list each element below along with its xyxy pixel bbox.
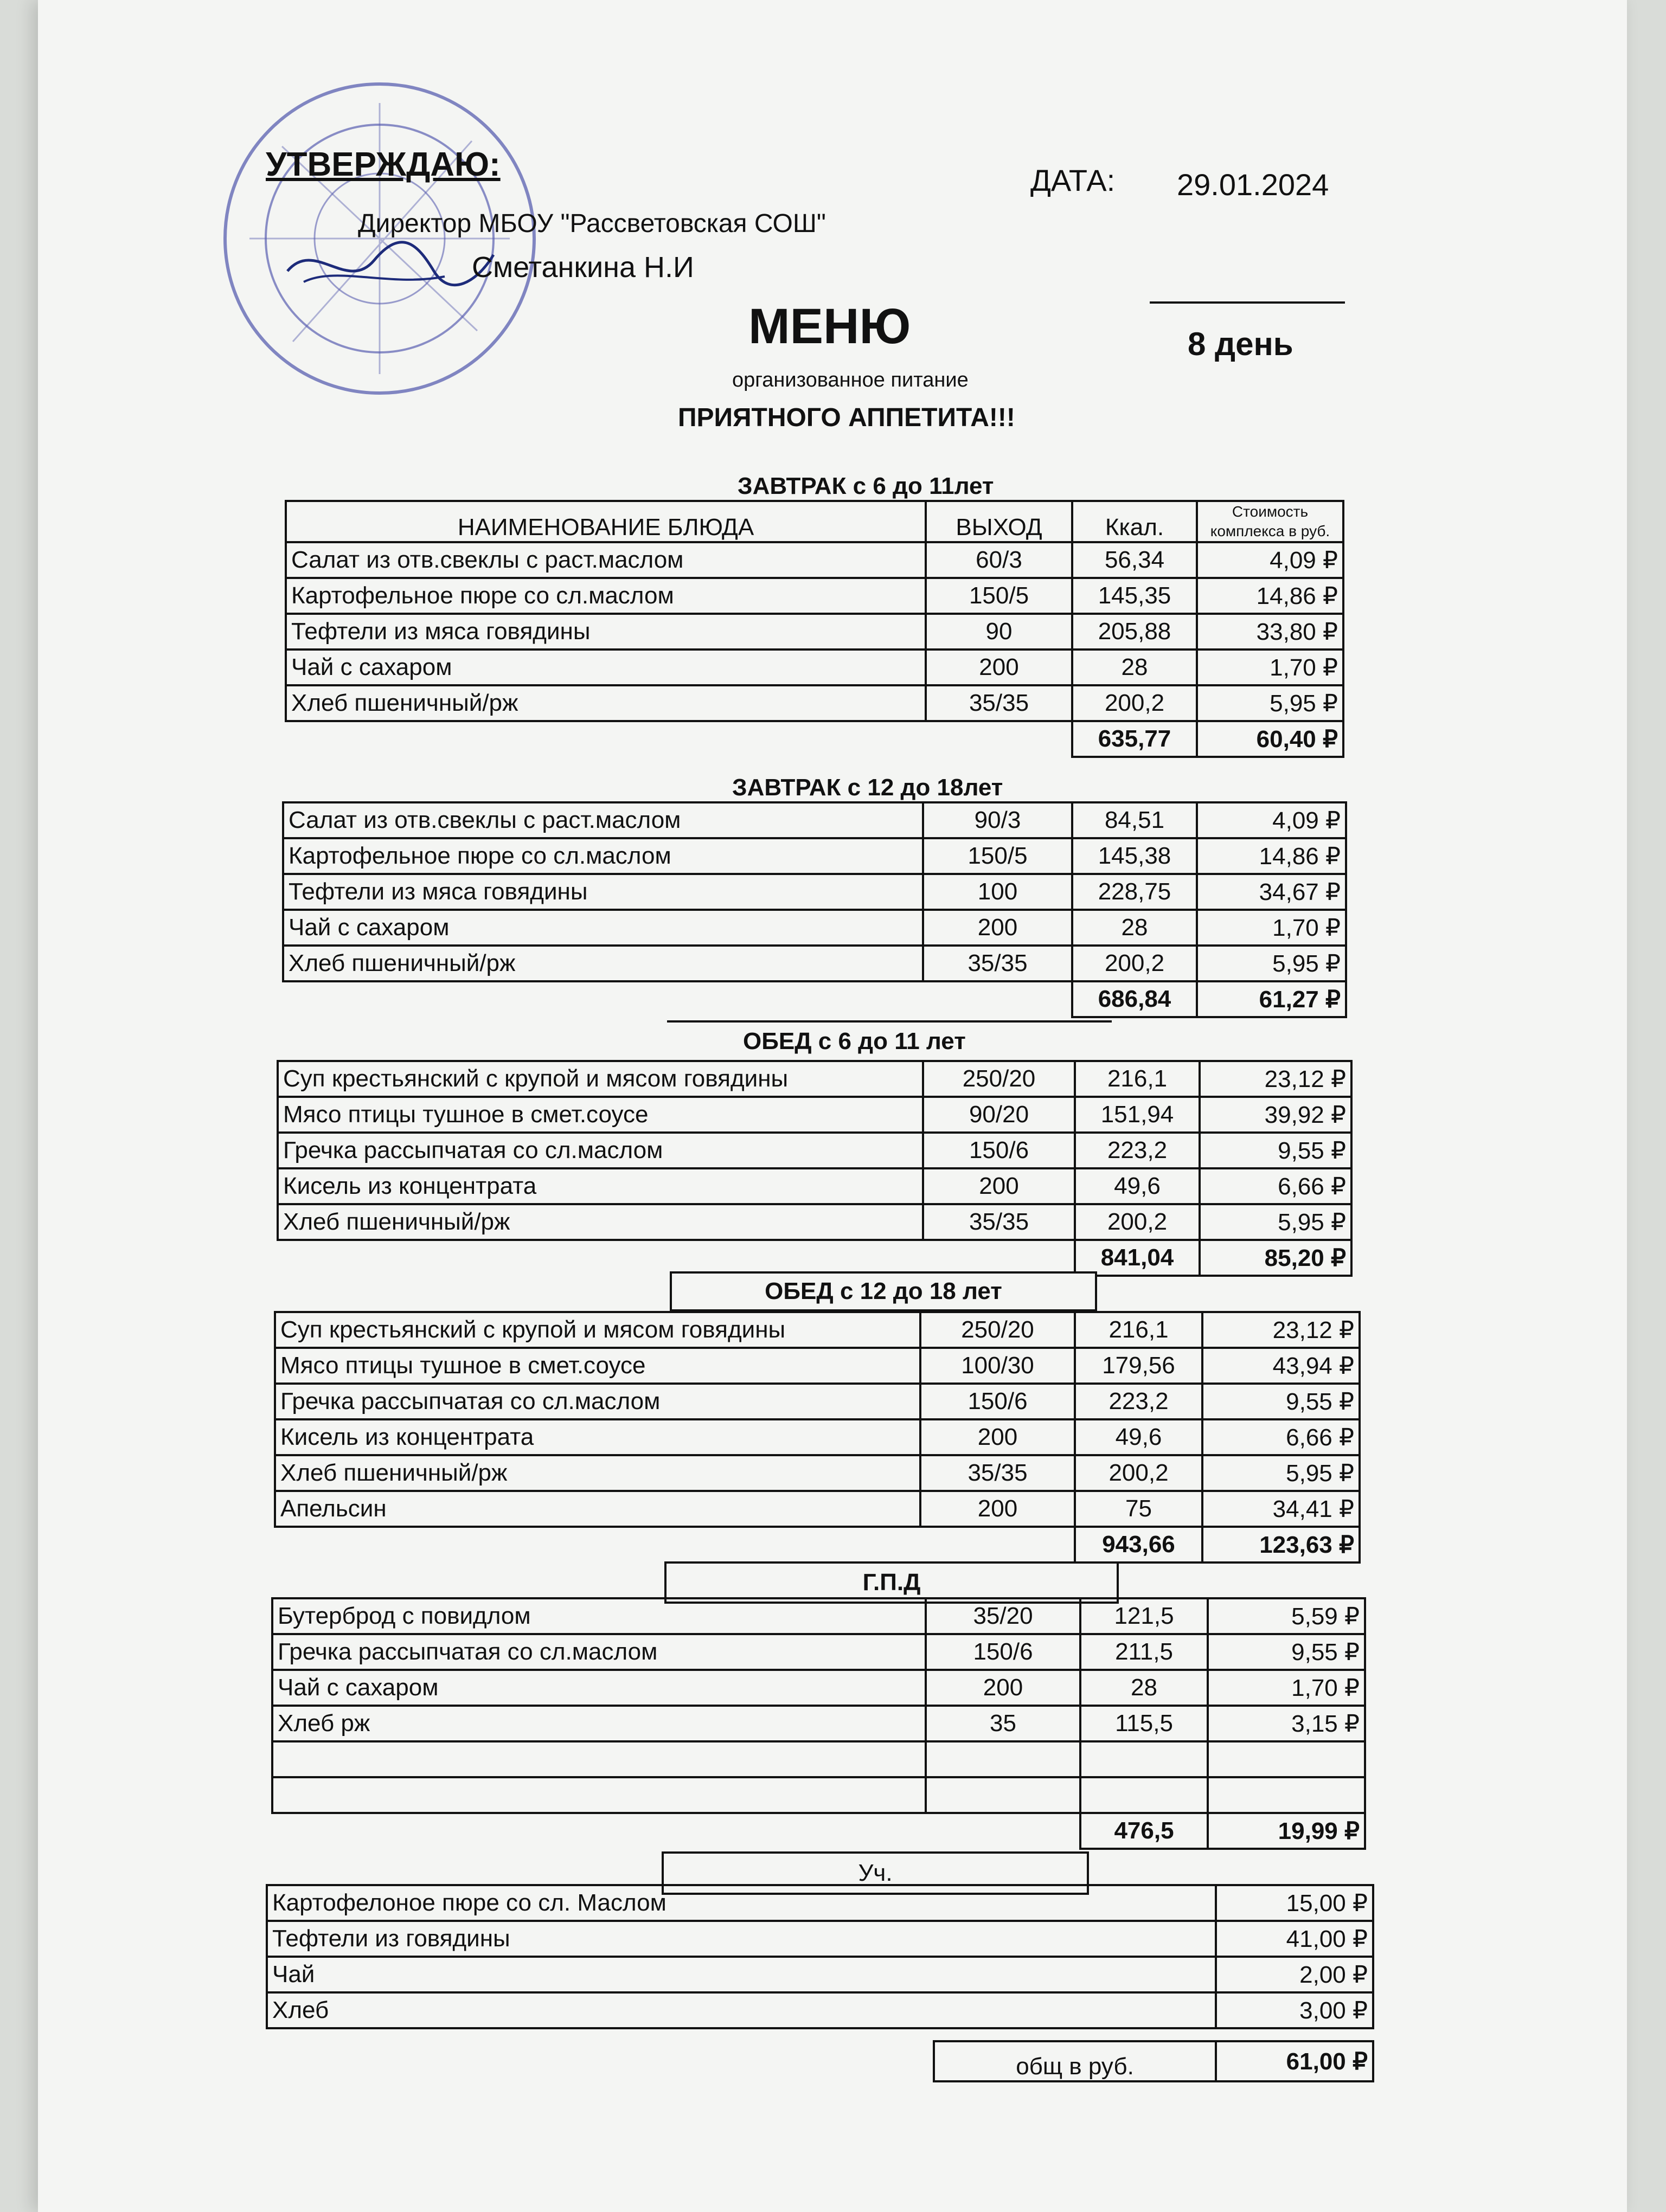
dish-cost: 5,95 ₽ — [1197, 685, 1343, 721]
date-label: ДАТА: — [1030, 163, 1116, 197]
dish-kcal: 56,34 — [1072, 542, 1197, 578]
dish-cost: 4,09 ₽ — [1197, 542, 1343, 578]
dish-cost: 5,59 ₽ — [1208, 1598, 1365, 1634]
dish-yield: 200 — [926, 650, 1072, 685]
table-row — [283, 838, 1346, 874]
dish-yield: 150/5 — [923, 838, 1072, 874]
total-cost: 60,40 ₽ — [1197, 721, 1343, 757]
table-row — [272, 1777, 1365, 1813]
total-cost: 61,27 ₽ — [1197, 981, 1346, 1017]
dish-yield: 35/35 — [926, 685, 1072, 721]
col-header-name: НАИМЕНОВАНИЕ БЛЮДА — [286, 501, 926, 542]
table-row — [267, 1992, 1373, 2028]
dish-name — [272, 1777, 926, 1813]
table-row — [283, 802, 1346, 838]
table-row — [286, 542, 1343, 578]
table-row — [275, 1348, 1360, 1384]
dish-kcal: 223,2 — [1075, 1384, 1202, 1419]
total-underline — [667, 1020, 1112, 1023]
table-row — [286, 578, 1343, 614]
bon-appetit: ПРИЯТНОГО АППЕТИТА!!! — [678, 403, 1015, 432]
total-row — [278, 1240, 1351, 1276]
dish-name: Чай — [267, 1957, 1216, 1992]
dish-yield — [926, 1777, 1080, 1813]
dish-cost: 5,95 ₽ — [1202, 1455, 1360, 1491]
dish-yield: 35/35 — [923, 1204, 1075, 1240]
table-row — [278, 1097, 1351, 1133]
dish-cost: 1,70 ₽ — [1197, 650, 1343, 685]
day-underline — [1150, 301, 1345, 304]
table-row — [272, 1670, 1365, 1706]
signer-name: Сметанкина Н.И — [472, 251, 694, 284]
total-row — [272, 1813, 1365, 1849]
dish-cost: 43,94 ₽ — [1202, 1348, 1360, 1384]
total-row — [286, 721, 1343, 757]
dish-cost: 14,86 ₽ — [1197, 838, 1346, 874]
dish-kcal: 115,5 — [1080, 1706, 1208, 1741]
dish-yield: 150/5 — [926, 578, 1072, 614]
table-row — [275, 1419, 1360, 1455]
dish-cost: 33,80 ₽ — [1197, 614, 1343, 650]
dish-cost: 3,15 ₽ — [1208, 1706, 1365, 1741]
lunch-6-11-table — [277, 1060, 1353, 1277]
dish-yield: 200 — [920, 1491, 1075, 1527]
dish-name: Кисель из концентрата — [275, 1419, 920, 1455]
breakfast-12-18-table — [282, 801, 1347, 1018]
table-row — [283, 910, 1346, 946]
dish-cost: 9,55 ₽ — [1208, 1634, 1365, 1670]
dish-yield: 200 — [923, 1168, 1075, 1204]
dish-kcal: 28 — [1072, 910, 1197, 946]
table-row — [286, 614, 1343, 650]
dish-name: Суп крестьянский с крупой и мясом говядины — [278, 1061, 923, 1097]
section-title-gpd: Г.П.Д — [664, 1561, 1119, 1604]
section-title-lunch-6-11: ОБЕД с 6 до 11 лет — [743, 1028, 966, 1054]
total-cost: 85,20 ₽ — [1200, 1240, 1351, 1276]
col-header-yield: ВЫХОД — [926, 501, 1072, 542]
dish-name: Гречка рассыпчатая со сл.маслом — [272, 1634, 926, 1670]
dish-cost: 34,67 ₽ — [1197, 874, 1346, 910]
dish-cost: 15,00 ₽ — [1216, 1885, 1373, 1921]
gpd-table — [271, 1597, 1366, 1850]
dish-kcal: 200,2 — [1072, 946, 1197, 981]
table-row — [272, 1598, 1365, 1634]
dish-cost: 34,41 ₽ — [1202, 1491, 1360, 1527]
dish-kcal: 121,5 — [1080, 1598, 1208, 1634]
dish-kcal: 223,2 — [1075, 1133, 1200, 1168]
director-line: Директор МБОУ "Рассветовская СОШ" — [358, 209, 826, 238]
dish-name: Салат из отв.свеклы с раст.маслом — [286, 542, 926, 578]
dish-name: Суп крестьянский с крупой и мясом говядины — [275, 1312, 920, 1348]
dish-name: Кисель из концентрата — [278, 1168, 923, 1204]
dish-name: Хлеб пшеничный/рж — [286, 685, 926, 721]
dish-kcal: 200,2 — [1072, 685, 1197, 721]
dish-yield: 250/20 — [923, 1061, 1075, 1097]
dish-yield: 150/6 — [926, 1634, 1080, 1670]
dish-cost: 6,66 ₽ — [1202, 1419, 1360, 1455]
breakfast-6-11-table — [285, 500, 1344, 758]
dish-yield: 100/30 — [920, 1348, 1075, 1384]
section-title-lunch-12-18: ОБЕД с 12 до 18 лет — [670, 1271, 1097, 1311]
table-row — [267, 1885, 1373, 1921]
section-title-uch: Уч. — [662, 1851, 1089, 1895]
dish-kcal: 151,94 — [1075, 1097, 1200, 1133]
dish-cost — [1208, 1741, 1365, 1777]
dish-yield: 35/35 — [920, 1455, 1075, 1491]
dish-yield: 35/20 — [926, 1598, 1080, 1634]
dish-yield: 200 — [920, 1419, 1075, 1455]
dish-name: Картофельное пюре со сл.маслом — [283, 838, 923, 874]
table-row — [272, 1741, 1365, 1777]
dish-cost: 6,66 ₽ — [1200, 1168, 1351, 1204]
col-header-cost: Стоимость комплекса в руб. — [1197, 501, 1343, 542]
dish-kcal: 200,2 — [1075, 1204, 1200, 1240]
dish-yield: 100 — [923, 874, 1072, 910]
total-cost: 61,00 ₽ — [1216, 2041, 1373, 2081]
uch-table — [266, 1884, 1374, 2029]
dish-cost: 39,92 ₽ — [1200, 1097, 1351, 1133]
table-row — [267, 1921, 1373, 1957]
total-row — [283, 981, 1346, 1017]
dish-kcal: 179,56 — [1075, 1348, 1202, 1384]
dish-name: Тефтели из мяса говядины — [286, 614, 926, 650]
dish-cost: 4,09 ₽ — [1197, 802, 1346, 838]
table-row — [272, 1634, 1365, 1670]
dish-name: Чай с сахаром — [283, 910, 923, 946]
total-row — [275, 1527, 1360, 1562]
dish-name: Тефтели из мяса говядины — [283, 874, 923, 910]
dish-kcal: 28 — [1072, 650, 1197, 685]
dish-cost: 23,12 ₽ — [1202, 1312, 1360, 1348]
dish-cost: 23,12 ₽ — [1200, 1061, 1351, 1097]
dish-name: Хлеб пшеничный/рж — [278, 1204, 923, 1240]
dish-name: Мясо птицы тушное в смет.соусе — [275, 1348, 920, 1384]
total-row — [934, 2041, 1373, 2081]
table-row — [275, 1384, 1360, 1419]
table-row — [278, 1204, 1351, 1240]
date-value: 29.01.2024 — [1177, 168, 1329, 202]
dish-name: Гречка рассыпчатая со сл.маслом — [275, 1384, 920, 1419]
dish-cost: 1,70 ₽ — [1197, 910, 1346, 946]
dish-name: Гречка рассыпчатая со сл.маслом — [278, 1133, 923, 1168]
dish-yield — [926, 1741, 1080, 1777]
total-kcal: 686,84 — [1072, 981, 1197, 1017]
dish-yield: 200 — [926, 1670, 1080, 1706]
col-header-kcal: Ккал. — [1072, 501, 1197, 542]
dish-yield: 35/35 — [923, 946, 1072, 981]
dish-name: Хлеб рж — [272, 1706, 926, 1741]
dish-kcal: 211,5 — [1080, 1634, 1208, 1670]
dish-kcal: 216,1 — [1075, 1312, 1202, 1348]
dish-cost: 9,55 ₽ — [1202, 1384, 1360, 1419]
table-row — [275, 1491, 1360, 1527]
dish-kcal: 145,38 — [1072, 838, 1197, 874]
total-cost: 19,99 ₽ — [1208, 1813, 1365, 1849]
dish-kcal: 49,6 — [1075, 1419, 1202, 1455]
dish-cost: 41,00 ₽ — [1216, 1921, 1373, 1957]
dish-yield: 200 — [923, 910, 1072, 946]
dish-kcal: 84,51 — [1072, 802, 1197, 838]
table-row — [267, 1957, 1373, 1992]
dish-kcal: 145,35 — [1072, 578, 1197, 614]
table-header-row — [286, 501, 1343, 542]
menu-subtitle: организованное питание — [732, 369, 969, 391]
table-row — [286, 685, 1343, 721]
total-kcal: 476,5 — [1080, 1813, 1208, 1849]
dish-cost: 5,95 ₽ — [1197, 946, 1346, 981]
lunch-12-18-table — [274, 1311, 1361, 1564]
table-row — [278, 1061, 1351, 1097]
dish-cost: 14,86 ₽ — [1197, 578, 1343, 614]
dish-yield: 250/20 — [920, 1312, 1075, 1348]
table-row — [283, 874, 1346, 910]
dish-name: Тефтели из говядины — [267, 1921, 1216, 1957]
total-kcal: 635,77 — [1072, 721, 1197, 757]
dish-name: Бутерброд с повидлом — [272, 1598, 926, 1634]
uch-total-table — [933, 2040, 1374, 2082]
dish-cost: 5,95 ₽ — [1200, 1204, 1351, 1240]
dish-yield: 90 — [926, 614, 1072, 650]
dish-yield: 60/3 — [926, 542, 1072, 578]
dish-kcal: 28 — [1080, 1670, 1208, 1706]
dish-name: Чай с сахаром — [272, 1670, 926, 1706]
dish-cost: 3,00 ₽ — [1216, 1992, 1373, 2028]
menu-title: МЕНЮ — [748, 299, 911, 354]
dish-name: Мясо птицы тушное в смет.соусе — [278, 1097, 923, 1133]
dish-kcal: 75 — [1075, 1491, 1202, 1527]
dish-yield: 150/6 — [923, 1133, 1075, 1168]
dish-cost: 1,70 ₽ — [1208, 1670, 1365, 1706]
dish-kcal: 49,6 — [1075, 1168, 1200, 1204]
approval-heading: УТВЕРЖДАЮ: — [266, 146, 501, 183]
dish-cost: 9,55 ₽ — [1200, 1133, 1351, 1168]
dish-name: Картофельное пюре со сл.маслом — [286, 578, 926, 614]
dish-kcal: 228,75 — [1072, 874, 1197, 910]
dish-name: Картофелоное пюре со сл. Маслом — [267, 1885, 1216, 1921]
dish-yield: 90/20 — [923, 1097, 1075, 1133]
section-title-breakfast-12-18: ЗАВТРАК с 12 до 18лет — [732, 774, 1003, 801]
dish-kcal: 205,88 — [1072, 614, 1197, 650]
dish-name — [272, 1741, 926, 1777]
table-row — [283, 946, 1346, 981]
table-row — [275, 1312, 1360, 1348]
dish-yield: 35 — [926, 1706, 1080, 1741]
dish-yield: 90/3 — [923, 802, 1072, 838]
dish-cost — [1208, 1777, 1365, 1813]
table-row — [278, 1133, 1351, 1168]
dish-kcal — [1080, 1741, 1208, 1777]
table-row — [272, 1706, 1365, 1741]
table-row — [286, 650, 1343, 685]
dish-name: Хлеб пшеничный/рж — [283, 946, 923, 981]
signature — [282, 233, 499, 298]
dish-name: Хлеб — [267, 1992, 1216, 2028]
table-row — [278, 1168, 1351, 1204]
dish-name: Чай с сахаром — [286, 650, 926, 685]
total-cost: 123,63 ₽ — [1202, 1527, 1360, 1562]
menu-day: 8 день — [1188, 326, 1293, 362]
dish-kcal: 216,1 — [1075, 1061, 1200, 1097]
table-row — [275, 1455, 1360, 1491]
dish-kcal: 200,2 — [1075, 1455, 1202, 1491]
dish-cost: 2,00 ₽ — [1216, 1957, 1373, 1992]
total-kcal: 943,66 — [1075, 1527, 1202, 1562]
total-label: общ в руб. — [934, 2041, 1216, 2081]
menu-sheet — [38, 0, 1627, 2212]
total-kcal: 841,04 — [1075, 1240, 1200, 1276]
section-title-breakfast-6-11: ЗАВТРАК с 6 до 11лет — [738, 473, 994, 499]
dish-yield: 150/6 — [920, 1384, 1075, 1419]
dish-kcal — [1080, 1777, 1208, 1813]
dish-name: Салат из отв.свеклы с раст.маслом — [283, 802, 923, 838]
dish-name: Апельсин — [275, 1491, 920, 1527]
dish-name: Хлеб пшеничный/рж — [275, 1455, 920, 1491]
